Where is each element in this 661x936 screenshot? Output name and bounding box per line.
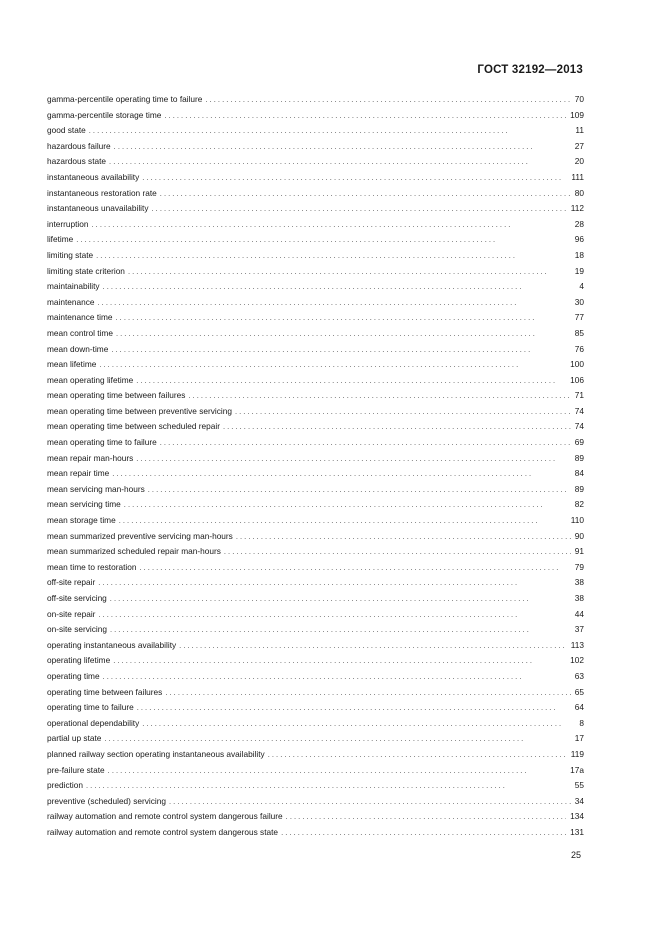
dot-leader <box>116 326 571 342</box>
index-term: operating time between failures <box>47 686 163 697</box>
dot-leader <box>128 264 571 280</box>
dot-leader <box>223 419 571 435</box>
index-term: mean operating time between failures <box>47 390 186 401</box>
index-term: gamma-percentile storage time <box>47 109 162 120</box>
index-term: prediction <box>47 780 83 791</box>
dot-leader <box>104 731 570 747</box>
index-term: off-site repair <box>47 577 96 588</box>
index-page-ref: 106 <box>570 374 584 385</box>
index-page-ref: 82 <box>574 499 584 510</box>
index-entry <box>47 217 584 233</box>
index-term: limiting state <box>47 249 94 260</box>
index-entry <box>47 92 584 108</box>
dot-leader <box>119 513 567 529</box>
index-page-ref: 71 <box>574 390 584 401</box>
index-term: lifetime <box>47 234 74 245</box>
index-term: on-site repair <box>47 608 96 619</box>
index-term: operating lifetime <box>47 655 111 666</box>
index-term: mean repair man-hours <box>47 452 134 463</box>
index-page-ref: 90 <box>574 530 584 541</box>
dot-leader <box>103 669 571 685</box>
index-page-ref: 38 <box>574 593 584 603</box>
dot-leader <box>98 575 570 591</box>
dot-leader <box>111 342 570 358</box>
document-header: ГОСТ 32192—2013 <box>477 64 583 76</box>
index-page-ref: 89 <box>574 483 584 494</box>
dot-leader <box>103 279 576 295</box>
dot-leader <box>142 716 575 732</box>
index-entry <box>47 342 584 358</box>
index-page-ref: 102 <box>570 655 584 666</box>
index-entry <box>47 716 584 732</box>
index-entry <box>47 326 584 342</box>
index-entry <box>47 373 584 389</box>
index-term: hazardous failure <box>47 140 111 151</box>
index-term: operating time <box>47 670 100 681</box>
index-page-ref: 19 <box>574 265 584 276</box>
index-term: gamma-percentile operating time to failure <box>47 94 203 104</box>
index-term: mean down-time <box>47 343 109 354</box>
index-page-ref: 85 <box>574 327 584 338</box>
index-page-ref: 18 <box>574 249 584 260</box>
dot-leader <box>205 92 570 108</box>
index-entry <box>47 154 584 170</box>
term-index-list <box>47 92 584 841</box>
index-term: railway automation and remote control system dangerous state <box>47 826 279 837</box>
index-entry <box>47 794 584 810</box>
index-entry <box>47 591 584 607</box>
index-entry <box>47 513 584 529</box>
index-entry <box>47 653 584 669</box>
dot-leader <box>142 170 567 186</box>
index-term: limiting state criterion <box>47 265 125 276</box>
dot-leader <box>86 778 571 794</box>
dot-leader <box>165 685 570 701</box>
index-page-ref: 38 <box>574 577 584 588</box>
index-entry <box>47 763 584 779</box>
index-page-ref: 8 <box>579 717 584 728</box>
index-entry <box>47 123 584 139</box>
index-entry <box>47 264 584 280</box>
dot-leader <box>137 700 571 716</box>
index-page-ref: 63 <box>574 670 584 681</box>
index-entry <box>47 825 584 841</box>
index-entry <box>47 388 584 404</box>
index-entry <box>47 435 584 451</box>
index-page-ref: 11 <box>575 125 584 136</box>
dot-leader <box>136 373 566 389</box>
dot-leader <box>113 653 566 669</box>
index-term: partial up state <box>47 733 102 744</box>
index-term: instantaneous unavailability <box>47 203 149 214</box>
index-entry <box>47 295 584 311</box>
dot-leader <box>96 248 571 264</box>
index-term: mean operating lifetime <box>47 374 134 385</box>
dot-leader <box>108 763 567 779</box>
dot-leader <box>114 139 571 155</box>
index-term: mean operating time between scheduled repair <box>47 421 220 432</box>
index-term: mean storage time <box>47 515 116 526</box>
dot-leader <box>235 404 571 420</box>
index-page-ref: 17 <box>574 733 584 744</box>
index-entry <box>47 108 584 124</box>
index-entry <box>47 747 584 763</box>
index-term: hazardous state <box>47 156 107 167</box>
index-entry <box>47 700 584 716</box>
index-term: mean summarized preventive servicing man-hours <box>47 530 233 541</box>
index-term: mean time to restoration <box>47 561 137 572</box>
dot-leader <box>98 607 570 623</box>
dot-leader <box>281 825 566 841</box>
index-entry <box>47 357 584 373</box>
index-entry <box>47 232 584 248</box>
index-entry <box>47 497 584 513</box>
index-page-ref: 80 <box>574 187 584 198</box>
index-entry <box>47 279 584 295</box>
index-entry <box>47 310 584 326</box>
index-page-ref: 84 <box>574 468 584 479</box>
index-page-ref: 100 <box>570 359 584 370</box>
index-term: mean operating time between preventive servicing <box>47 405 232 416</box>
index-page-ref: 134 <box>570 811 584 822</box>
index-entry <box>47 404 584 420</box>
dot-leader <box>109 154 571 170</box>
index-term: pre-failure state <box>47 764 105 775</box>
dot-leader <box>224 544 571 560</box>
index-term: railway automation and remote control system dangerous failure <box>47 811 283 822</box>
index-entry <box>47 560 584 576</box>
index-page-ref: 91 <box>574 546 584 557</box>
index-term: instantaneous availability <box>47 171 140 182</box>
dot-leader <box>151 201 566 217</box>
dot-leader <box>76 232 570 248</box>
dot-leader <box>160 435 571 451</box>
index-page-ref: 111 <box>571 171 584 182</box>
index-term: mean servicing time <box>47 499 121 510</box>
index-term: maintenance time <box>47 312 113 323</box>
dot-leader <box>160 186 571 202</box>
index-entry <box>47 638 584 654</box>
index-page-ref: 89 <box>574 452 584 463</box>
index-term: off-site servicing <box>47 593 107 603</box>
dot-leader <box>236 529 571 545</box>
index-page-ref: 112 <box>570 203 584 214</box>
dot-leader <box>164 108 566 124</box>
index-page-ref: 131 <box>570 826 584 837</box>
index-entry <box>47 607 584 623</box>
index-page-ref: 64 <box>574 702 584 713</box>
index-term: planned railway section operating instantaneous availability <box>47 748 265 759</box>
index-page-ref: 69 <box>574 437 584 448</box>
index-term: maintenance <box>47 296 95 307</box>
index-page-ref: 109 <box>570 109 584 120</box>
index-term: maintainability <box>47 281 100 292</box>
index-entry <box>47 186 584 202</box>
index-term: mean repair time <box>47 468 110 479</box>
index-entry <box>47 544 584 560</box>
index-page-ref: 55 <box>574 780 584 791</box>
index-entry <box>47 731 584 747</box>
dot-leader <box>99 357 566 373</box>
index-page-ref: 27 <box>574 140 584 151</box>
page-number: 25 <box>570 850 581 860</box>
index-entry <box>47 248 584 264</box>
dot-leader <box>148 482 571 498</box>
index-page-ref: 20 <box>574 156 584 167</box>
index-term: mean summarized scheduled repair man-hours <box>47 546 221 557</box>
dot-leader <box>179 638 567 654</box>
index-entry <box>47 482 584 498</box>
index-entry <box>47 809 584 825</box>
index-entry <box>47 466 584 482</box>
index-page-ref: 65 <box>574 686 584 697</box>
index-term: on-site servicing <box>47 624 107 635</box>
dot-leader <box>169 794 571 810</box>
index-term: operational dependability <box>47 717 140 728</box>
index-term: preventive (scheduled) servicing <box>47 795 166 806</box>
index-page-ref: 74 <box>574 405 584 416</box>
dot-leader <box>92 217 571 233</box>
index-entry <box>47 685 584 701</box>
index-page-ref: 76 <box>574 343 584 354</box>
dot-leader <box>112 466 571 482</box>
index-entry <box>47 575 584 591</box>
index-entry <box>47 419 584 435</box>
index-entry <box>47 529 584 545</box>
index-term: operating time to failure <box>47 702 134 713</box>
dot-leader <box>110 591 571 607</box>
dot-leader <box>286 809 566 825</box>
index-page-ref: 119 <box>570 748 584 759</box>
dot-leader <box>139 560 570 576</box>
index-page-ref: 77 <box>574 312 584 323</box>
index-entry <box>47 622 584 638</box>
index-entry <box>47 170 584 186</box>
index-term: mean lifetime <box>47 359 97 370</box>
dot-leader <box>89 123 572 139</box>
index-page-ref: 37 <box>574 624 584 635</box>
index-term: interruption <box>47 218 89 229</box>
index-page-ref: 4 <box>579 281 584 292</box>
index-term: operating instantaneous availability <box>47 639 177 650</box>
index-term: good state <box>47 125 86 136</box>
dot-leader <box>98 295 571 311</box>
index-page-ref: 79 <box>574 561 584 572</box>
index-entry <box>47 451 584 467</box>
index-term: mean operating time to failure <box>47 437 157 448</box>
index-entry <box>47 778 584 794</box>
index-term: instantaneous restoration rate <box>47 187 157 198</box>
index-term: mean servicing man-hours <box>47 483 145 494</box>
index-page-ref: 70 <box>574 94 584 104</box>
index-term: mean control time <box>47 327 113 338</box>
dot-leader <box>136 451 571 467</box>
index-page-ref: 28 <box>574 218 584 229</box>
index-page-ref: 34 <box>574 795 584 806</box>
index-entry <box>47 139 584 155</box>
index-page-ref: 113 <box>570 639 584 650</box>
index-entry <box>47 669 584 685</box>
index-page-ref: 96 <box>574 234 584 245</box>
index-entry <box>47 201 584 217</box>
dot-leader <box>124 497 571 513</box>
dot-leader <box>268 747 567 763</box>
index-page-ref: 30 <box>574 296 584 307</box>
index-page-ref: 74 <box>574 421 584 432</box>
dot-leader <box>110 622 571 638</box>
dot-leader <box>116 310 571 326</box>
index-page-ref: 44 <box>574 608 584 619</box>
dot-leader <box>188 388 570 404</box>
index-page-ref: 17a <box>570 764 584 775</box>
index-page-ref: 110 <box>570 515 584 526</box>
